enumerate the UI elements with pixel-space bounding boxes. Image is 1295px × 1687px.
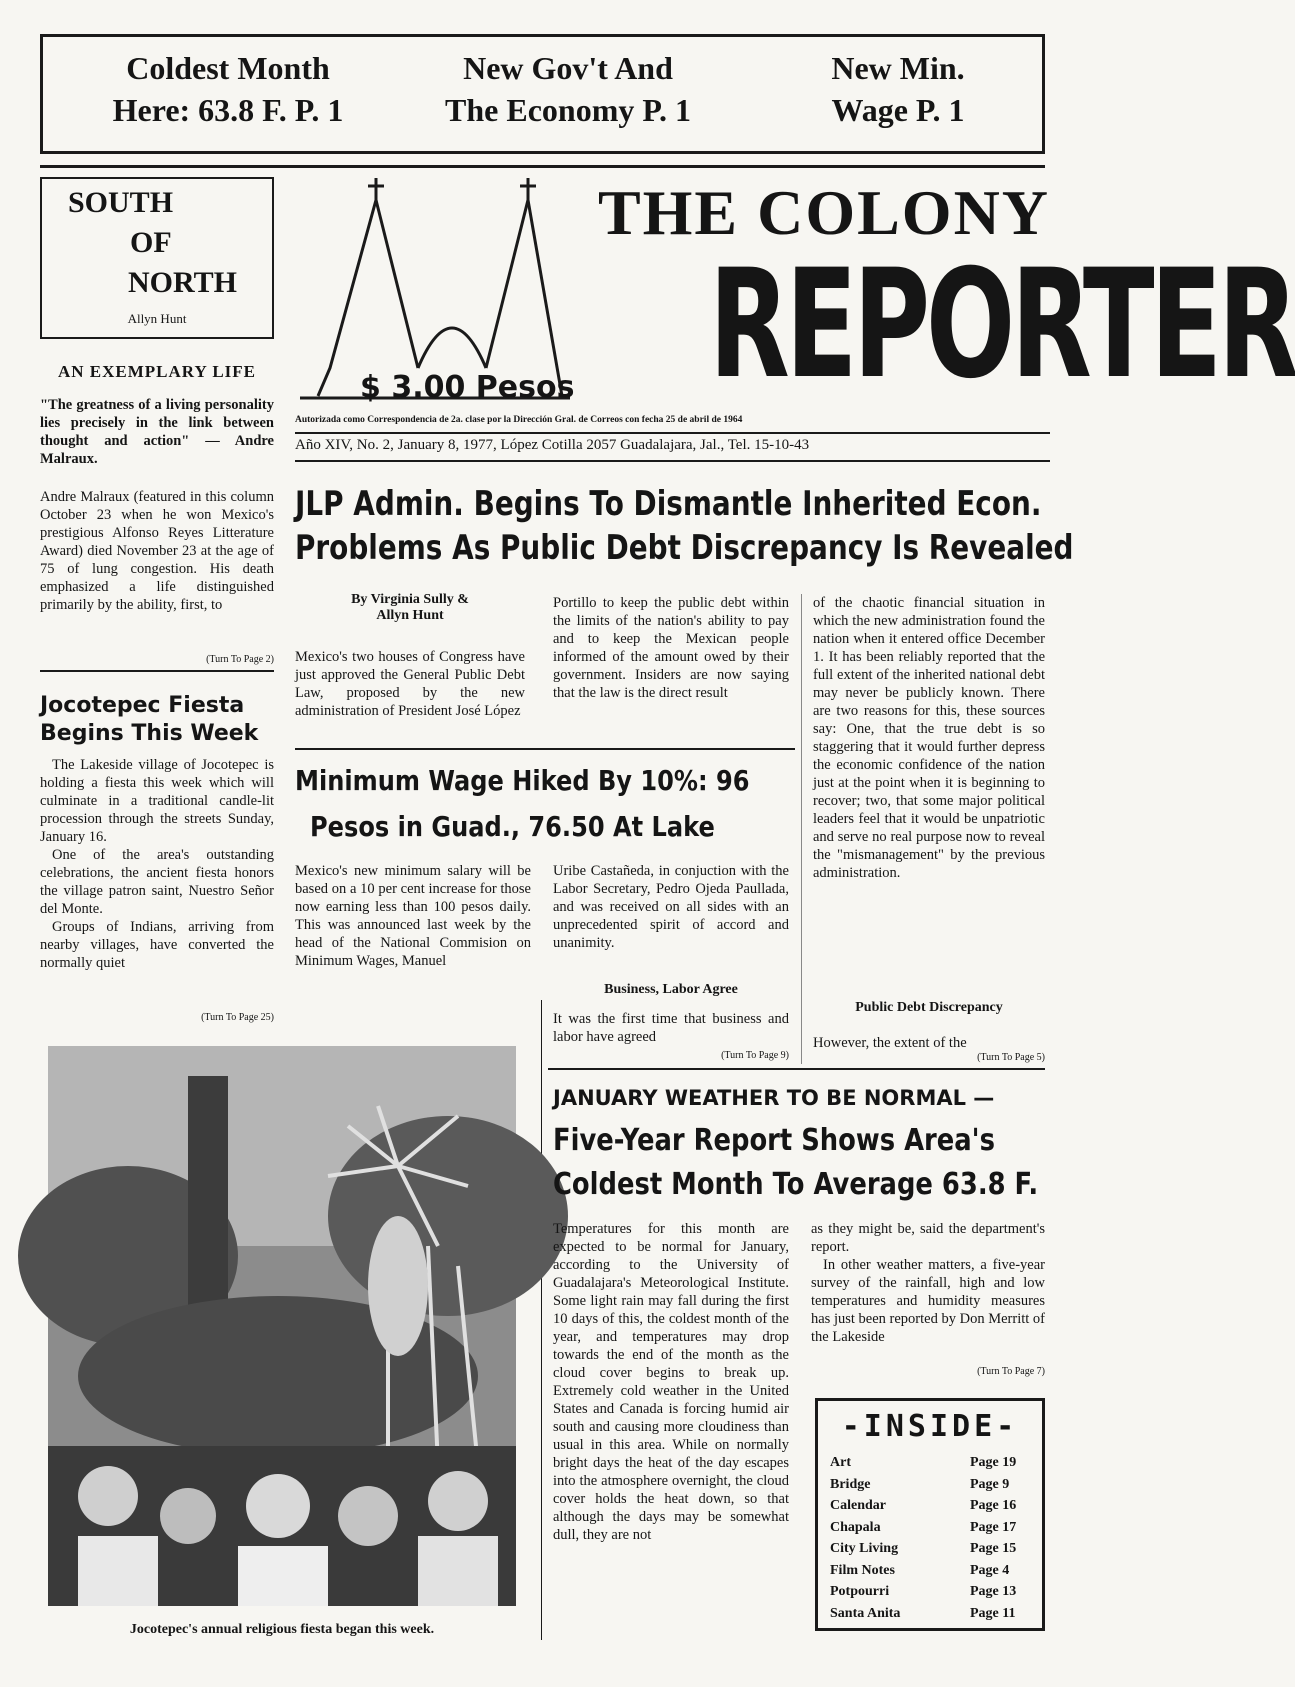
photo-caption: Jocotepec's annual religious fiesta began this week. — [129, 1622, 435, 1637]
wage-col1: Mexico's new minimum salary will be based on a 10 per cent increase for those now earning less than 100 pesos daily. This was announced last week by the head of the National Commision on Minimum Wages, Manuel — [295, 863, 531, 969]
column-title: SOUTH — [68, 186, 174, 219]
masthead-title[interactable]: THE COLONY — [597, 177, 1050, 248]
turn-to-page-link[interactable]: (Turn To Page 2) — [206, 654, 274, 665]
dateline: Año XIV, No. 2, January 8, 1977, López Cotilla 2057 Guadalajara, Jal., Tel. 15-10-43 — [295, 437, 810, 453]
headline-line: Jocotepec Fiesta — [40, 693, 245, 718]
wage-headline[interactable]: Pesos in Guad., 76.50 At Lake — [310, 810, 715, 843]
jlp-headline[interactable]: Problems As Public Debt Discrepancy Is Revealed — [295, 528, 1074, 568]
divider — [40, 165, 1045, 168]
index-page: Page 19 — [970, 1455, 1017, 1470]
jlp-headline[interactable]: JLP Admin. Begins To Dismantle Inherited Econ. — [295, 484, 1042, 524]
byline-line: Allyn Hunt — [376, 608, 444, 623]
turn-to-page-link[interactable]: (Turn To Page 25) — [201, 1012, 274, 1023]
index-item-city-living[interactable] — [830, 1538, 1030, 1560]
index-page: Page 9 — [970, 1476, 1010, 1492]
index-label: City Living — [830, 1541, 899, 1556]
inside-index — [815, 1398, 1045, 1631]
fiesta-photo-image — [48, 1046, 516, 1606]
teaser-cold[interactable] — [63, 47, 393, 131]
index-page: Page 11 — [970, 1605, 1016, 1621]
column-rule — [541, 1000, 542, 1640]
jlp-col3b: However, the extent of the — [813, 1035, 967, 1051]
column-title: OF — [130, 226, 172, 259]
teaser-box — [40, 34, 1045, 154]
column-quote: "The greatness of a living personality lies precisely in the link between thought and action" — Andre Malraux. — [40, 397, 274, 467]
divider — [295, 748, 795, 750]
divider — [40, 670, 274, 672]
jlp-col3: of the chaotic financial situation in which the new administration found the nation when it entered office December 1. It has been reliably reported that the full extent of the inherited national debt may never be publicly known. There are two reasons for this, these sources say: One, that the true debt is so staggering that it would further depress the economic confidence of the nation just at the point when it is beginning to recover; two, that some major political leaders feel that it would be unpatriotic and serve no real purpose now to reveal the "mismanagement" by the previous administration. — [813, 595, 1045, 881]
postal-authorization: Autorizada como Correspondencia de 2a. clase por la Dirección Gral. de Correos con fecha 25 de abril de 1964 — [295, 415, 743, 425]
teaser-line: New Min. — [831, 50, 965, 86]
inside-title: -INSIDE- — [841, 1409, 1019, 1444]
index-item-bridge[interactable] — [830, 1474, 1030, 1496]
index-label: Art — [830, 1455, 851, 1470]
wage-headline[interactable]: Minimum Wage Hiked By 10%: 96 — [295, 764, 750, 797]
masthead-title[interactable]: REPORTER — [709, 238, 1295, 412]
headline-line: Begins This Week — [40, 721, 259, 746]
index-item-potpourri[interactable] — [830, 1581, 1030, 1603]
fiesta-photo — [48, 1046, 516, 1606]
paragraph: One of the area's outstanding celebrations, the ancient fiesta honors the village patron saint, Nuestro Señor del Monte. — [40, 847, 274, 917]
weather-kicker: JANUARY WEATHER TO BE NORMAL — — [553, 1086, 995, 1110]
wage-col2: Uribe Castañeda, in conjuction with the Labor Secretary, Pedro Ojeda Paullada, and was received on all sides with an unprecedented spirit of accord and unanimity. — [553, 863, 789, 951]
index-label: Santa Anita — [830, 1605, 901, 1621]
subhead: Business, Labor Agree — [604, 982, 738, 997]
turn-to-page-link[interactable]: (Turn To Page 9) — [721, 1050, 789, 1061]
teaser-line: Here: 63.8 F. P. 1 — [112, 92, 344, 128]
index-label: Film Notes — [830, 1562, 895, 1578]
index-item-santa-anita[interactable] — [830, 1603, 1030, 1625]
index-page: Page 15 — [970, 1541, 1017, 1556]
jlp-col2: Portillo to keep the public debt within the limits of the nation's ability to pay and to keep the Mexican people informed of the amount owed by their government. Insiders are now saying that the law is the direct result — [553, 595, 789, 701]
column-headline: AN EXEMPLARY LIFE — [57, 362, 257, 381]
divider — [295, 460, 1050, 462]
teaser-line: Coldest Month — [126, 50, 330, 86]
paragraph: Groups of Indians, arriving from nearby villages, have converted the normally quiet — [40, 919, 274, 971]
column-rule — [801, 594, 802, 1064]
paragraph: The Lakeside village of Jocotepec is holding a fiesta this week which will culminate in a traditional candle-lit procession through the streets Sunday, January 16. — [40, 757, 274, 845]
column-title: NORTH — [128, 266, 237, 299]
index-page: Page 13 — [970, 1584, 1017, 1599]
column-logo-box — [40, 177, 274, 339]
teaser-line: The Economy P. 1 — [445, 92, 691, 128]
jocotepec-headline — [40, 692, 280, 748]
turn-to-page-link[interactable]: (Turn To Page 5) — [977, 1052, 1045, 1063]
index-page: Page 4 — [970, 1562, 1010, 1578]
index-label: Chapala — [830, 1519, 881, 1535]
byline-line: By Virginia Sully & — [351, 592, 469, 607]
teaser-wage[interactable] — [763, 47, 1033, 131]
column-body: Andre Malraux (featured in this column October 23 when he won Mexico's prestigious Alfonso Reyes Litterature Award) died November 23 at the age of 75 of lung congestion. His death emphasized a life distinguished primarily by the ability, first, to — [40, 489, 274, 613]
index-item-art[interactable] — [830, 1452, 1030, 1474]
index-page: Page 16 — [970, 1498, 1017, 1513]
weather-col2: as they might be, said the department's report. — [811, 1221, 1045, 1255]
index-label: Calendar — [830, 1498, 886, 1513]
teaser-economy[interactable] — [403, 47, 733, 131]
index-item-chapala[interactable] — [830, 1517, 1030, 1539]
jocotepec-body — [40, 756, 274, 972]
turn-to-page-link[interactable]: (Turn To Page 7) — [977, 1366, 1045, 1377]
index-label: Potpourri — [830, 1584, 890, 1599]
jlp-col1: Mexico's two houses of Congress have just approved the General Public Debt Law, proposed by the new administration of President José López — [295, 649, 525, 719]
teaser-line: New Gov't And — [463, 50, 673, 86]
weather-headline[interactable]: Coldest Month To Average 63.8 F. — [553, 1167, 1039, 1202]
divider — [548, 1068, 1045, 1070]
weather-headline[interactable]: Five-Year Report Shows Area's — [553, 1123, 995, 1158]
divider — [295, 432, 1050, 434]
price: $ 3.00 Pesos — [360, 370, 575, 405]
weather-col2b: In other weather matters, a five-year survey of the rainfall, high and low temperatures and humidity measures has just been reported by Don Merritt of the Lakeside — [811, 1257, 1045, 1345]
index-label: Bridge — [830, 1476, 871, 1492]
wage-col2b: It was the first time that business and labor have agreed — [553, 1011, 789, 1045]
subhead: Public Debt Discrepancy — [855, 1000, 1003, 1015]
byline — [295, 592, 525, 624]
weather-col1: Temperatures for this month are expected to be normal for January, according to the University of Guadalajara's Meteorological Institute. Some light rain may fall during the first 10 days of this, the coldest month of the year, and temperatures may drop towards the end of the month as the cloud cover begins to break up. Extremely cold weather in the United States and Canada is forcing humid air south and causing more cloudiness than usual in this area. While on normally bright days the heat of the day escapes into the atmosphere overnight, the cloud cover holds the heat down, so that although the days may be somewhat dull, they are not — [553, 1221, 789, 1543]
teaser-line: Wage P. 1 — [831, 92, 965, 128]
index-page: Page 17 — [970, 1519, 1017, 1535]
column-byline: Allyn Hunt — [127, 311, 187, 326]
index-item-film-notes[interactable] — [830, 1560, 1030, 1582]
index-item-calendar[interactable] — [830, 1495, 1030, 1517]
